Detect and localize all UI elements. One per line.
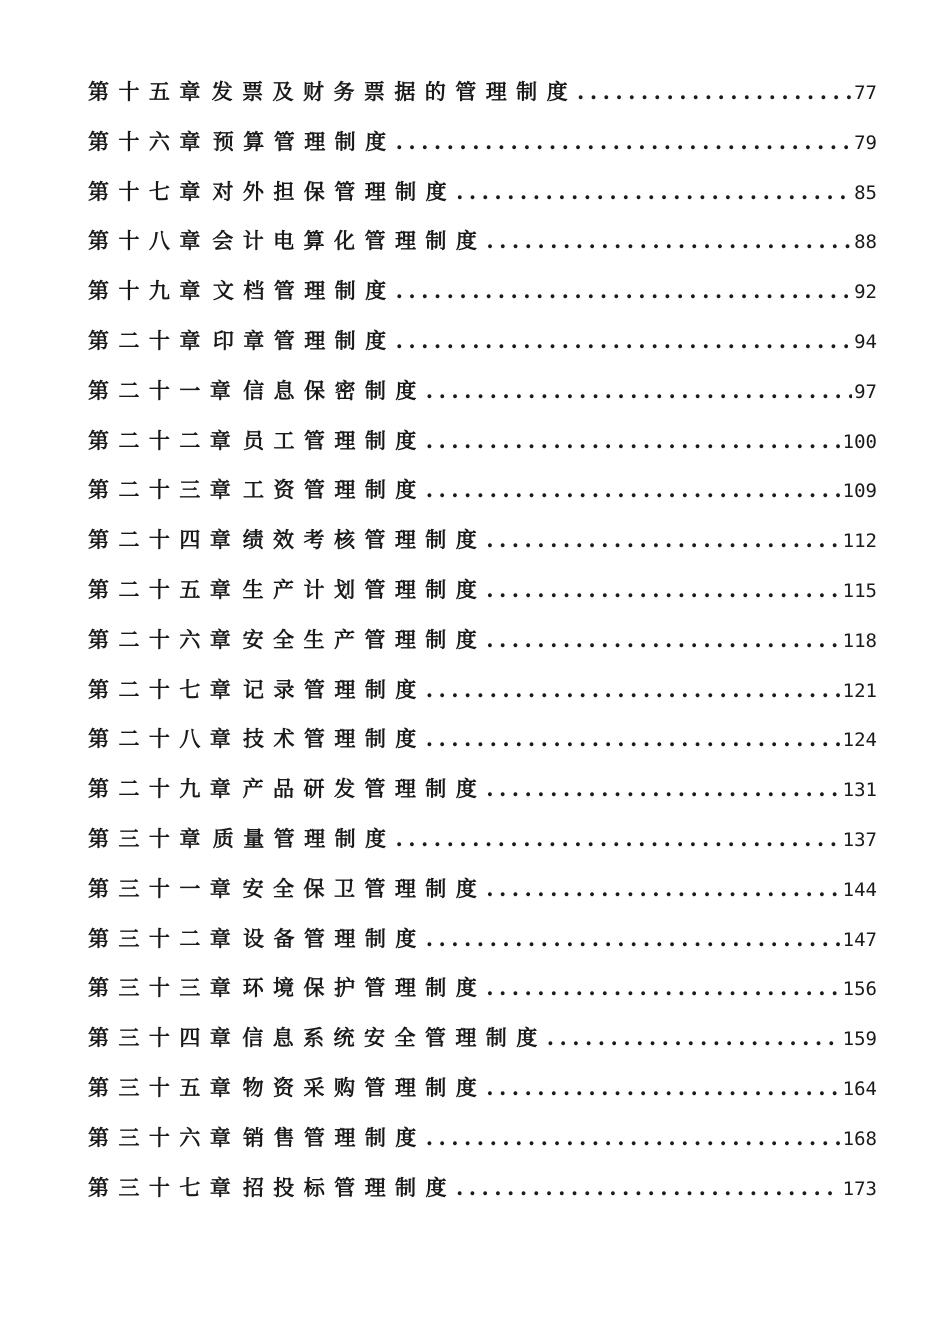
toc-entry[interactable] bbox=[88, 425, 877, 475]
table-of-contents bbox=[88, 76, 877, 1221]
page-number: 112 bbox=[842, 530, 877, 553]
chapter-title: 文档管理制度 bbox=[212, 278, 396, 304]
chapter-title: 发票及财务票据的管理制度 bbox=[211, 79, 578, 104]
toc-entry[interactable] bbox=[88, 524, 877, 574]
chapter-title: 安全生产管理制度 bbox=[242, 626, 487, 652]
chapter-number: 第二十一章 bbox=[88, 377, 241, 403]
toc-entry[interactable] bbox=[88, 1122, 877, 1172]
page-number: 164 bbox=[842, 1077, 877, 1100]
toc-entry[interactable] bbox=[88, 923, 877, 973]
dot-leader bbox=[426, 477, 841, 502]
dot-leader bbox=[486, 228, 852, 253]
chapter-title: 产品研发管理制度 bbox=[242, 776, 487, 802]
chapter-number: 第十五章 bbox=[88, 79, 210, 104]
dot-leader bbox=[547, 1025, 841, 1050]
chapter-title: 质量管理制度 bbox=[212, 825, 396, 851]
chapter-title: 技术管理制度 bbox=[243, 726, 426, 752]
chapter-number: 第三十章 bbox=[88, 825, 210, 851]
page-number: 118 bbox=[842, 629, 877, 652]
dot-leader bbox=[396, 278, 853, 303]
chapter-number: 第三十一章 bbox=[88, 875, 241, 901]
chapter-title: 生产计划管理制度 bbox=[242, 576, 487, 602]
toc-entry[interactable] bbox=[88, 1172, 877, 1222]
chapter-number: 第三十四章 bbox=[88, 1025, 241, 1051]
dot-leader bbox=[396, 328, 853, 353]
page-number: 77 bbox=[854, 82, 877, 104]
dot-leader bbox=[395, 826, 840, 851]
page-number: 147 bbox=[842, 928, 877, 951]
page-number: 100 bbox=[842, 430, 877, 453]
chapter-title: 环境保护管理制度 bbox=[242, 975, 487, 1001]
dot-leader bbox=[486, 527, 840, 552]
chapter-title: 印章管理制度 bbox=[212, 327, 396, 353]
toc-entry[interactable] bbox=[88, 225, 877, 275]
chapter-number: 第二十三章 bbox=[88, 477, 241, 503]
chapter-title: 设备管理制度 bbox=[243, 925, 426, 951]
chapter-title: 工资管理制度 bbox=[243, 477, 426, 503]
page-number: 144 bbox=[842, 878, 877, 901]
chapter-number: 第三十六章 bbox=[88, 1124, 241, 1150]
toc-entry[interactable] bbox=[88, 1022, 877, 1072]
toc-entry[interactable] bbox=[88, 674, 877, 724]
dot-leader bbox=[456, 179, 852, 204]
toc-entry[interactable] bbox=[88, 773, 877, 823]
page-number: 159 bbox=[842, 1028, 877, 1051]
dot-leader bbox=[426, 1125, 841, 1150]
toc-entry[interactable] bbox=[88, 823, 877, 873]
toc-entry[interactable] bbox=[88, 375, 877, 425]
chapter-number: 第三十三章 bbox=[88, 975, 241, 1001]
page-number: 94 bbox=[854, 330, 877, 353]
chapter-title: 记录管理制度 bbox=[243, 676, 426, 702]
page-number: 97 bbox=[854, 380, 877, 403]
dot-leader bbox=[486, 975, 840, 1000]
dot-leader bbox=[486, 627, 840, 652]
chapter-number: 第二十七章 bbox=[88, 676, 241, 702]
dot-leader bbox=[486, 1075, 840, 1100]
toc-entry[interactable] bbox=[88, 275, 877, 325]
dot-leader bbox=[456, 1175, 841, 1200]
dot-leader bbox=[486, 876, 840, 901]
toc-entry[interactable] bbox=[88, 574, 877, 624]
toc-entry[interactable] bbox=[88, 723, 877, 773]
dot-leader bbox=[486, 577, 840, 602]
toc-entry[interactable] bbox=[88, 325, 877, 375]
chapter-title: 物资采购管理制度 bbox=[242, 1074, 487, 1100]
toc-entry[interactable] bbox=[88, 624, 877, 674]
chapter-number: 第十八章 bbox=[88, 228, 210, 254]
chapter-title: 信息系统安全管理制度 bbox=[242, 1025, 547, 1051]
page-number: 79 bbox=[854, 131, 877, 154]
toc-entry[interactable] bbox=[88, 126, 877, 176]
dot-leader bbox=[426, 726, 841, 751]
chapter-number: 第十九章 bbox=[88, 278, 210, 304]
chapter-number: 第三十七章 bbox=[88, 1174, 241, 1200]
toc-entry[interactable] bbox=[88, 76, 877, 126]
page-number: 168 bbox=[842, 1127, 877, 1150]
chapter-title: 招投标管理制度 bbox=[242, 1174, 456, 1200]
chapter-number: 第二十二章 bbox=[88, 427, 241, 453]
chapter-number: 第二十五章 bbox=[88, 576, 241, 602]
chapter-title: 对外担保管理制度 bbox=[212, 178, 457, 204]
chapter-number: 第十七章 bbox=[88, 178, 210, 204]
chapter-number: 第十六章 bbox=[88, 128, 210, 154]
chapter-number: 第二十八章 bbox=[88, 726, 241, 752]
page-number: 124 bbox=[842, 729, 877, 752]
chapter-number: 第二十章 bbox=[88, 327, 210, 353]
chapter-title: 安全保卫管理制度 bbox=[242, 875, 487, 901]
toc-entry[interactable] bbox=[88, 972, 877, 1022]
toc-entry[interactable] bbox=[88, 176, 877, 226]
dot-leader bbox=[426, 926, 841, 951]
dot-leader bbox=[426, 428, 841, 453]
chapter-title: 销售管理制度 bbox=[243, 1124, 426, 1150]
page-number: 173 bbox=[842, 1177, 877, 1200]
dot-leader bbox=[486, 776, 840, 801]
chapter-title: 员工管理制度 bbox=[243, 427, 426, 453]
chapter-number: 第二十九章 bbox=[88, 776, 241, 802]
chapter-title: 信息保密制度 bbox=[243, 377, 426, 403]
page-number: 109 bbox=[842, 480, 877, 503]
toc-entry[interactable] bbox=[88, 474, 877, 524]
chapter-number: 第二十六章 bbox=[88, 626, 241, 652]
page-number: 115 bbox=[842, 579, 877, 602]
page-number: 137 bbox=[842, 828, 877, 851]
page-number: 131 bbox=[842, 779, 877, 802]
chapter-number: 第二十四章 bbox=[88, 527, 241, 553]
chapter-title: 绩效考核管理制度 bbox=[242, 527, 487, 553]
page-number: 88 bbox=[854, 231, 877, 254]
chapter-number: 第三十五章 bbox=[88, 1074, 241, 1100]
toc-entry[interactable] bbox=[88, 873, 877, 923]
chapter-number: 第三十二章 bbox=[88, 925, 241, 951]
page-number: 156 bbox=[842, 978, 877, 1001]
toc-entry[interactable] bbox=[88, 1072, 877, 1122]
dot-leader bbox=[396, 129, 853, 154]
chapter-title: 会计电算化管理制度 bbox=[212, 228, 487, 254]
page-number: 121 bbox=[842, 679, 877, 702]
page-number: 85 bbox=[854, 181, 877, 204]
dot-leader bbox=[577, 79, 852, 104]
dot-leader bbox=[426, 378, 852, 403]
dot-leader bbox=[426, 677, 841, 702]
page-number: 92 bbox=[854, 281, 877, 304]
chapter-title: 预算管理制度 bbox=[212, 128, 396, 154]
